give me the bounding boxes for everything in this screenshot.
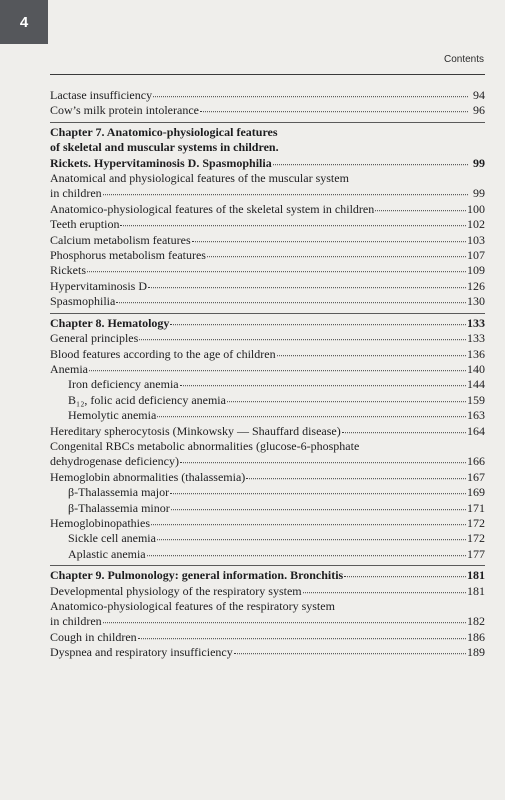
- toc-page-number: 144: [467, 377, 485, 392]
- toc-entry-title-line: Anatomical and physiological features of the muscular system: [50, 171, 349, 186]
- toc-entry-title: Spasmophilia: [50, 294, 116, 309]
- dot-leader: [151, 518, 466, 526]
- toc-entry[interactable]: [50, 202, 485, 217]
- toc-entry-title: Aplastic anemia: [68, 546, 146, 561]
- dot-leader: [273, 157, 468, 165]
- dot-leader: [120, 219, 466, 227]
- toc-entry-title: β-Thalassemia minor: [68, 500, 170, 515]
- chapter-divider: [50, 313, 485, 314]
- toc-entry-title: Dyspnea and respiratory insufficiency: [50, 645, 233, 660]
- toc-entry[interactable]: [50, 217, 485, 232]
- toc-chapter-entry[interactable]: [50, 125, 485, 171]
- dot-leader: [200, 105, 468, 113]
- toc-entry-title: Anatomico-physiological features of the skeletal system in children: [50, 201, 375, 216]
- toc-page-number: 171: [467, 500, 485, 515]
- dot-leader: [246, 471, 466, 479]
- toc-page-number: 107: [467, 248, 485, 263]
- header-rule: [50, 74, 485, 75]
- toc-page-number: 109: [467, 263, 485, 278]
- toc-entry[interactable]: [50, 171, 485, 202]
- dot-leader: [116, 296, 466, 304]
- toc-entry-title: Lactase insufficiency: [50, 88, 153, 102]
- toc-entry[interactable]: [50, 599, 485, 630]
- toc-entry-title: General principles: [50, 331, 139, 346]
- toc-page-number: 186: [467, 629, 485, 644]
- toc-entry[interactable]: [50, 630, 485, 645]
- dot-leader: [170, 317, 466, 325]
- toc-entry-title: dehydrogenase deficiency): [50, 454, 179, 469]
- toc-entry-title: Rickets. Hypervitaminosis D. Spasmophilia: [50, 155, 272, 170]
- toc-page-number: 140: [467, 361, 485, 376]
- toc-page-number: 166: [467, 454, 485, 469]
- toc-page-number: 189: [467, 645, 485, 660]
- toc-page-number: 181: [467, 583, 485, 598]
- toc-entry[interactable]: [50, 362, 485, 377]
- toc-entry[interactable]: [50, 393, 485, 408]
- toc-entry-title: β-Thalassemia major: [68, 485, 170, 500]
- toc-entry[interactable]: [50, 516, 485, 531]
- toc-entry[interactable]: [50, 294, 485, 309]
- toc-entry-title: Calcium metabolism features: [50, 232, 191, 247]
- toc-entry-title: Chapter 8. Hematology: [50, 315, 170, 330]
- page-number-tab: [0, 0, 48, 44]
- toc-page-number: 126: [467, 278, 485, 293]
- toc-page-number: 103: [467, 232, 485, 247]
- dot-leader: [87, 265, 466, 273]
- toc-entry-title-line: of skeletal and muscular systems in children.: [50, 140, 279, 155]
- toc-entry[interactable]: [50, 279, 485, 294]
- dot-leader: [153, 90, 468, 98]
- toc-chapter-entry[interactable]: [50, 568, 485, 583]
- toc-page-number: 99: [473, 155, 485, 170]
- dot-leader: [157, 533, 466, 541]
- toc-entry-title-line: Anatomico-physiological features of the respiratory system: [50, 599, 335, 613]
- toc-entry[interactable]: [50, 248, 485, 263]
- running-head: Contents: [443, 54, 484, 65]
- toc-entry[interactable]: [50, 377, 485, 392]
- toc-entry-title-line: Chapter 7. Anatomico-physiological features: [50, 124, 278, 139]
- toc-entry-title: Hypervitaminosis D: [50, 278, 147, 293]
- toc-entry-title: Rickets: [50, 263, 86, 278]
- chapter-divider: [50, 122, 485, 123]
- dot-leader: [375, 203, 466, 211]
- toc-page-number: 182: [467, 614, 485, 629]
- toc-page-number: 159: [467, 392, 485, 407]
- toc-chapter-entry[interactable]: [50, 316, 485, 331]
- toc-entry-title: Hemolytic anemia: [68, 408, 157, 423]
- toc-entry-title: Teeth eruption: [50, 217, 120, 232]
- toc-page-number: 167: [467, 469, 485, 484]
- toc-page-number: 181: [467, 568, 485, 583]
- dot-leader: [170, 487, 466, 495]
- toc-entry-title-line: Congenital RBCs metabolic abnormalities (glucose-6-phosphate: [50, 438, 360, 453]
- toc-page-number: 100: [467, 201, 485, 216]
- toc-entry-title: in children: [50, 186, 102, 201]
- toc-page-number: 133: [467, 315, 485, 330]
- table-of-contents: [50, 88, 485, 661]
- dot-leader: [89, 364, 466, 372]
- toc-page-number: 164: [467, 423, 485, 438]
- toc-entry[interactable]: [50, 501, 485, 516]
- dot-leader: [303, 585, 466, 593]
- toc-page-number: 172: [467, 515, 485, 530]
- dot-leader: [234, 647, 466, 655]
- toc-entry-title: Hemoglobin abnormalities (thalassemia): [50, 469, 246, 484]
- toc-entry-title: in children: [50, 614, 102, 629]
- toc-entry-title: Developmental physiology of the respiratory system: [50, 583, 302, 598]
- toc-entry-title: Chapter 9. Pulmonology: general information. Bronchitis: [50, 568, 344, 583]
- toc-page-number: 130: [467, 294, 485, 309]
- toc-page-number: 96: [473, 103, 485, 118]
- dot-leader: [138, 631, 466, 639]
- toc-page-number: 169: [467, 485, 485, 500]
- dot-leader: [342, 425, 466, 433]
- toc-entry-title: Sickle cell anemia: [68, 531, 156, 546]
- toc-page-number: 172: [467, 531, 485, 546]
- dot-leader: [180, 379, 466, 387]
- toc-entry[interactable]: [50, 331, 485, 346]
- toc-entry-title: Cow’s milk protein intolerance: [50, 103, 199, 118]
- toc-page-number: 133: [467, 331, 485, 346]
- toc-page-number: 94: [473, 88, 485, 102]
- dot-leader: [171, 502, 466, 510]
- toc-entry[interactable]: [50, 547, 485, 562]
- toc-entry-title: Cough in children: [50, 629, 137, 644]
- dot-leader: [180, 456, 466, 464]
- toc-entry[interactable]: [50, 584, 485, 599]
- chapter-divider: [50, 565, 485, 566]
- toc-entry[interactable]: [50, 485, 485, 500]
- toc-entry[interactable]: [50, 263, 485, 278]
- dot-leader: [227, 394, 466, 402]
- toc-entry[interactable]: [50, 347, 485, 362]
- toc-entry-title: Hereditary spherocytosis (Minkowsky — Shauffard disease): [50, 423, 341, 438]
- toc-page-number: 99: [473, 186, 485, 201]
- dot-leader: [103, 616, 466, 624]
- dot-leader: [139, 333, 466, 341]
- toc-entry[interactable]: [50, 531, 485, 546]
- toc-entry[interactable]: [50, 408, 485, 423]
- dot-leader: [103, 188, 468, 196]
- dot-leader: [147, 548, 466, 556]
- toc-entry[interactable]: [50, 88, 485, 103]
- toc-page-number: 102: [467, 217, 485, 232]
- toc-entry[interactable]: [50, 424, 485, 439]
- toc-entry[interactable]: [50, 103, 485, 118]
- toc-entry[interactable]: [50, 645, 485, 660]
- toc-page-number: 163: [467, 408, 485, 423]
- toc-page-number: 177: [467, 546, 485, 561]
- toc-entry-title: Anemia: [50, 361, 88, 376]
- page-number: 4: [19, 13, 29, 31]
- toc-entry[interactable]: [50, 439, 485, 470]
- toc-entry[interactable]: [50, 233, 485, 248]
- toc-page-number: 136: [467, 346, 485, 361]
- dot-leader: [277, 348, 466, 356]
- dot-leader: [157, 410, 466, 418]
- toc-entry-title: Iron deficiency anemia: [68, 377, 179, 392]
- toc-entry-title: Blood features according to the age of children: [50, 346, 276, 361]
- dot-leader: [148, 280, 466, 288]
- dot-leader: [192, 234, 466, 242]
- toc-entry[interactable]: [50, 470, 485, 485]
- dot-leader: [207, 250, 466, 258]
- toc-entry-title: Hemoglobinopathies: [50, 515, 150, 530]
- toc-entry-title: Phosphorus metabolism features: [50, 248, 206, 263]
- toc-entry-title: B₁₂, folic acid deficiency anemia: [68, 392, 226, 407]
- dot-leader: [344, 570, 466, 578]
